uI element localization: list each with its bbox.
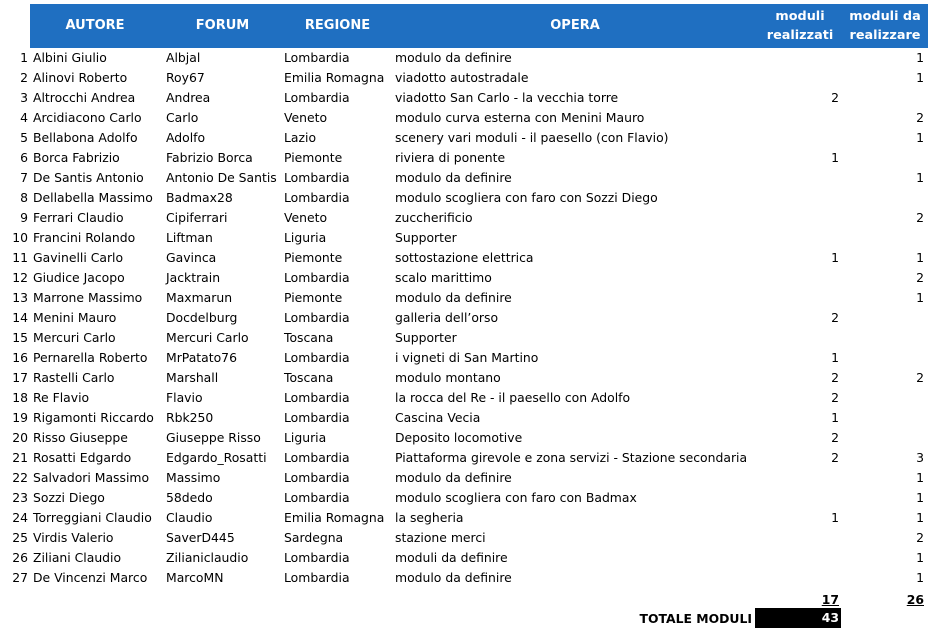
table-row (0, 228, 928, 248)
cell-autore: Gavinelli Carlo (33, 250, 124, 265)
table-row (0, 348, 928, 368)
cell-num: 22 (12, 470, 28, 485)
cell-md: 1 (916, 250, 924, 265)
cell-md: 2 (916, 110, 924, 125)
cell-autore: De Santis Antonio (33, 170, 144, 185)
cell-regione: Lombardia (284, 570, 350, 585)
cell-num: 5 (20, 130, 28, 145)
cell-md: 3 (916, 450, 924, 465)
cell-regione: Lombardia (284, 90, 350, 105)
table-row (0, 408, 928, 428)
cell-regione: Piemonte (284, 250, 343, 265)
table-row (0, 68, 928, 88)
cell-md: 1 (916, 170, 924, 185)
cell-forum: Antonio De Santis (166, 170, 277, 185)
cell-forum: Liftman (166, 230, 213, 245)
cell-mr: 2 (831, 430, 839, 445)
cell-autore: Marrone Massimo (33, 290, 143, 305)
cell-md: 1 (916, 130, 924, 145)
header-forum: FORUM (195, 18, 250, 33)
cell-autore: Ferrari Claudio (33, 210, 124, 225)
cell-forum: Claudio (166, 510, 213, 525)
cell-md: 2 (916, 370, 924, 385)
cell-num: 15 (12, 330, 28, 345)
cell-num: 19 (12, 410, 28, 425)
cell-forum: Andrea (166, 90, 211, 105)
header-moduli-realizzati-line2: realizzati (766, 28, 834, 43)
cell-regione: Lombardia (284, 490, 350, 505)
header-moduli-realizzati-line1: moduli (775, 9, 825, 24)
table-row (0, 568, 928, 588)
cell-forum: SaverD445 (166, 530, 235, 545)
table-row (0, 368, 928, 388)
cell-autore: Rosatti Edgardo (33, 450, 132, 465)
cell-autore: Bellabona Adolfo (33, 130, 138, 145)
cell-regione: Lombardia (284, 390, 350, 405)
cell-regione: Lombardia (284, 50, 350, 65)
cell-opera: scalo marittimo (395, 270, 492, 285)
cell-forum: Fabrizio Borca (166, 150, 253, 165)
cell-opera: la rocca del Re - il paesello con Adolfo (395, 390, 631, 405)
totale-moduli-label: TOTALE MODULI (639, 611, 752, 626)
cell-opera: Piattaforma girevole e zona servizi - Stazione secondaria (395, 450, 748, 465)
cell-autore: Francini Rolando (33, 230, 136, 245)
cell-regione: Piemonte (284, 150, 343, 165)
cell-num: 21 (12, 450, 28, 465)
cell-regione: Liguria (284, 430, 327, 445)
cell-mr: 2 (831, 310, 839, 325)
cell-regione: Liguria (284, 230, 327, 245)
cell-forum: MrPatato76 (166, 350, 237, 365)
cell-forum: Adolfo (166, 130, 206, 145)
cell-autore: Rastelli Carlo (33, 370, 115, 385)
cell-autore: Rigamonti Riccardo (33, 410, 154, 425)
table-row (0, 508, 928, 528)
table-row (0, 488, 928, 508)
cell-opera: zuccherificio (395, 210, 473, 225)
cell-opera: Cascina Vecia (395, 410, 481, 425)
cell-mr: 1 (831, 150, 839, 165)
cell-autore: Risso Giuseppe (33, 430, 128, 445)
cell-autore: Giudice Jacopo (33, 270, 125, 285)
cell-opera: Supporter (395, 330, 457, 345)
cell-autore: Mercuri Carlo (33, 330, 116, 345)
cell-num: 4 (20, 110, 28, 125)
table-row (0, 288, 928, 308)
cell-forum: Edgardo_Rosatti (166, 450, 267, 465)
cell-opera: galleria dell’orso (395, 310, 499, 325)
cell-regione: Lazio (284, 130, 317, 145)
cell-autore: Sozzi Diego (33, 490, 105, 505)
cell-autore: Virdis Valerio (33, 530, 114, 545)
cell-autore: Salvadori Massimo (33, 470, 150, 485)
cell-opera: modulo curva esterna con Menini Mauro (395, 110, 645, 125)
cell-num: 26 (12, 550, 28, 565)
cell-opera: Supporter (395, 230, 457, 245)
cell-mr: 2 (831, 90, 839, 105)
cell-md: 1 (916, 510, 924, 525)
cell-num: 10 (12, 230, 28, 245)
cell-opera: Deposito locomotive (395, 430, 523, 445)
cell-num: 18 (12, 390, 28, 405)
cell-md: 1 (916, 290, 924, 305)
cell-mr: 2 (831, 370, 839, 385)
cell-forum: Albjal (166, 50, 201, 65)
cell-forum: Cipiferrari (166, 210, 228, 225)
cell-opera: modulo da definire (395, 570, 512, 585)
cell-regione: Lombardia (284, 170, 350, 185)
cell-mr: 2 (831, 390, 839, 405)
table-row (0, 528, 928, 548)
cell-forum: Jacktrain (166, 270, 221, 285)
cell-num: 24 (12, 510, 28, 525)
table-row (0, 208, 928, 228)
cell-opera: modulo da definire (395, 170, 512, 185)
cell-opera: i vigneti di San Martino (395, 350, 539, 365)
cell-forum: Flavio (166, 390, 203, 405)
cell-mr: 2 (831, 450, 839, 465)
total-da-realizzare: 26 (906, 592, 924, 607)
total-realizzati: 17 (821, 592, 839, 607)
table-row (0, 188, 928, 208)
cell-num: 17 (12, 370, 28, 385)
cell-opera: viadotto autostradale (395, 70, 529, 85)
cell-md: 2 (916, 270, 924, 285)
cell-num: 25 (12, 530, 28, 545)
table-row (0, 328, 928, 348)
cell-autore: Re Flavio (33, 390, 90, 405)
cell-md: 1 (916, 490, 924, 505)
header-regione: REGIONE (304, 18, 371, 33)
table-row (0, 268, 928, 288)
cell-md: 1 (916, 50, 924, 65)
cell-md: 2 (916, 210, 924, 225)
totale-moduli-value: 43 (755, 608, 841, 628)
table-row (0, 548, 928, 568)
cell-md: 1 (916, 70, 924, 85)
cell-opera: la segheria (395, 510, 464, 525)
table-row (0, 448, 928, 468)
cell-forum: Docdelburg (166, 310, 238, 325)
cell-opera: scenery vari moduli - il paesello (con Flavio) (395, 130, 669, 145)
cell-autore: De Vincenzi Marco (33, 570, 148, 585)
cell-regione: Lombardia (284, 310, 350, 325)
header-moduli-realizzati (760, 7, 840, 45)
table-row (0, 48, 928, 68)
cell-regione: Lombardia (284, 190, 350, 205)
cell-opera: modulo da definire (395, 470, 512, 485)
header-opera: OPERA (550, 18, 600, 33)
table-row (0, 108, 928, 128)
cell-num: 11 (12, 250, 28, 265)
cell-regione: Piemonte (284, 290, 343, 305)
cell-forum: Marshall (166, 370, 219, 385)
cell-md: 1 (916, 570, 924, 585)
cell-forum: Carlo (166, 110, 199, 125)
table-header (30, 4, 928, 48)
cell-num: 7 (20, 170, 28, 185)
cell-forum: Maxmarun (166, 290, 233, 305)
cell-regione: Emilia Romagna (284, 510, 385, 525)
cell-autore: Pernarella Roberto (33, 350, 148, 365)
cell-num: 3 (20, 90, 28, 105)
cell-num: 14 (12, 310, 28, 325)
cell-autore: Borca Fabrizio (33, 150, 120, 165)
cell-autore: Dellabella Massimo (33, 190, 153, 205)
cell-forum: 58dedo (166, 490, 213, 505)
cell-regione: Lombardia (284, 550, 350, 565)
table-row (0, 388, 928, 408)
cell-forum: Rbk250 (166, 410, 214, 425)
cell-opera: riviera di ponente (395, 150, 506, 165)
table-row (0, 128, 928, 148)
table-row (0, 308, 928, 328)
cell-opera: modulo montano (395, 370, 501, 385)
cell-mr: 1 (831, 510, 839, 525)
cell-num: 27 (12, 570, 28, 585)
cell-mr: 1 (831, 250, 839, 265)
cell-regione: Lombardia (284, 450, 350, 465)
cell-regione: Emilia Romagna (284, 70, 385, 85)
table-row (0, 148, 928, 168)
cell-autore: Ziliani Claudio (33, 550, 122, 565)
header-moduli-da-realizzare (842, 7, 928, 45)
cell-forum: Zilianiclaudio (166, 550, 249, 565)
cell-mr: 1 (831, 350, 839, 365)
header-moduli-da-realizzare-line1: moduli da (849, 9, 921, 24)
cell-num: 23 (12, 490, 28, 505)
cell-forum: Badmax28 (166, 190, 233, 205)
cell-forum: Gavinca (166, 250, 217, 265)
cell-autore: Alinovi Roberto (33, 70, 128, 85)
cell-opera: viadotto San Carlo - la vecchia torre (395, 90, 619, 105)
cell-md: 1 (916, 550, 924, 565)
header-autore: AUTORE (65, 18, 125, 33)
cell-opera: modulo scogliera con faro con Sozzi Diego (395, 190, 658, 205)
cell-md: 1 (916, 470, 924, 485)
cell-autore: Arcidiacono Carlo (33, 110, 142, 125)
table-row (0, 248, 928, 268)
cell-regione: Veneto (284, 210, 328, 225)
cell-num: 2 (20, 70, 28, 85)
cell-autore: Altrocchi Andrea (33, 90, 136, 105)
header-moduli-da-realizzare-line2: realizzare (849, 28, 921, 43)
cell-regione: Toscana (284, 370, 334, 385)
cell-regione: Lombardia (284, 270, 350, 285)
cell-forum: Massimo (166, 470, 221, 485)
table-row (0, 428, 928, 448)
table-row (0, 168, 928, 188)
cell-forum: Roy67 (166, 70, 205, 85)
cell-regione: Lombardia (284, 350, 350, 365)
cell-regione: Veneto (284, 110, 328, 125)
cell-forum: Giuseppe Risso (166, 430, 261, 445)
cell-forum: MarcoMN (166, 570, 224, 585)
cell-num: 8 (20, 190, 28, 205)
cell-opera: modulo da definire (395, 50, 512, 65)
cell-num: 9 (20, 210, 28, 225)
cell-opera: stazione merci (395, 530, 486, 545)
cell-opera: moduli da definire (395, 550, 508, 565)
cell-regione: Lombardia (284, 470, 350, 485)
cell-autore: Albini Giulio (33, 50, 107, 65)
cell-num: 20 (12, 430, 28, 445)
table-row (0, 88, 928, 108)
cell-num: 1 (20, 50, 28, 65)
cell-md: 2 (916, 530, 924, 545)
cell-mr: 1 (831, 410, 839, 425)
cell-autore: Torreggiani Claudio (33, 510, 152, 525)
cell-num: 16 (12, 350, 28, 365)
cell-forum: Mercuri Carlo (166, 330, 249, 345)
cell-num: 13 (12, 290, 28, 305)
cell-regione: Lombardia (284, 410, 350, 425)
cell-num: 6 (20, 150, 28, 165)
cell-num: 12 (12, 270, 28, 285)
cell-regione: Sardegna (284, 530, 344, 545)
cell-opera: modulo scogliera con faro con Badmax (395, 490, 637, 505)
table-row (0, 468, 928, 488)
cell-opera: sottostazione elettrica (395, 250, 534, 265)
cell-regione: Toscana (284, 330, 334, 345)
cell-autore: Menini Mauro (33, 310, 117, 325)
cell-opera: modulo da definire (395, 290, 512, 305)
